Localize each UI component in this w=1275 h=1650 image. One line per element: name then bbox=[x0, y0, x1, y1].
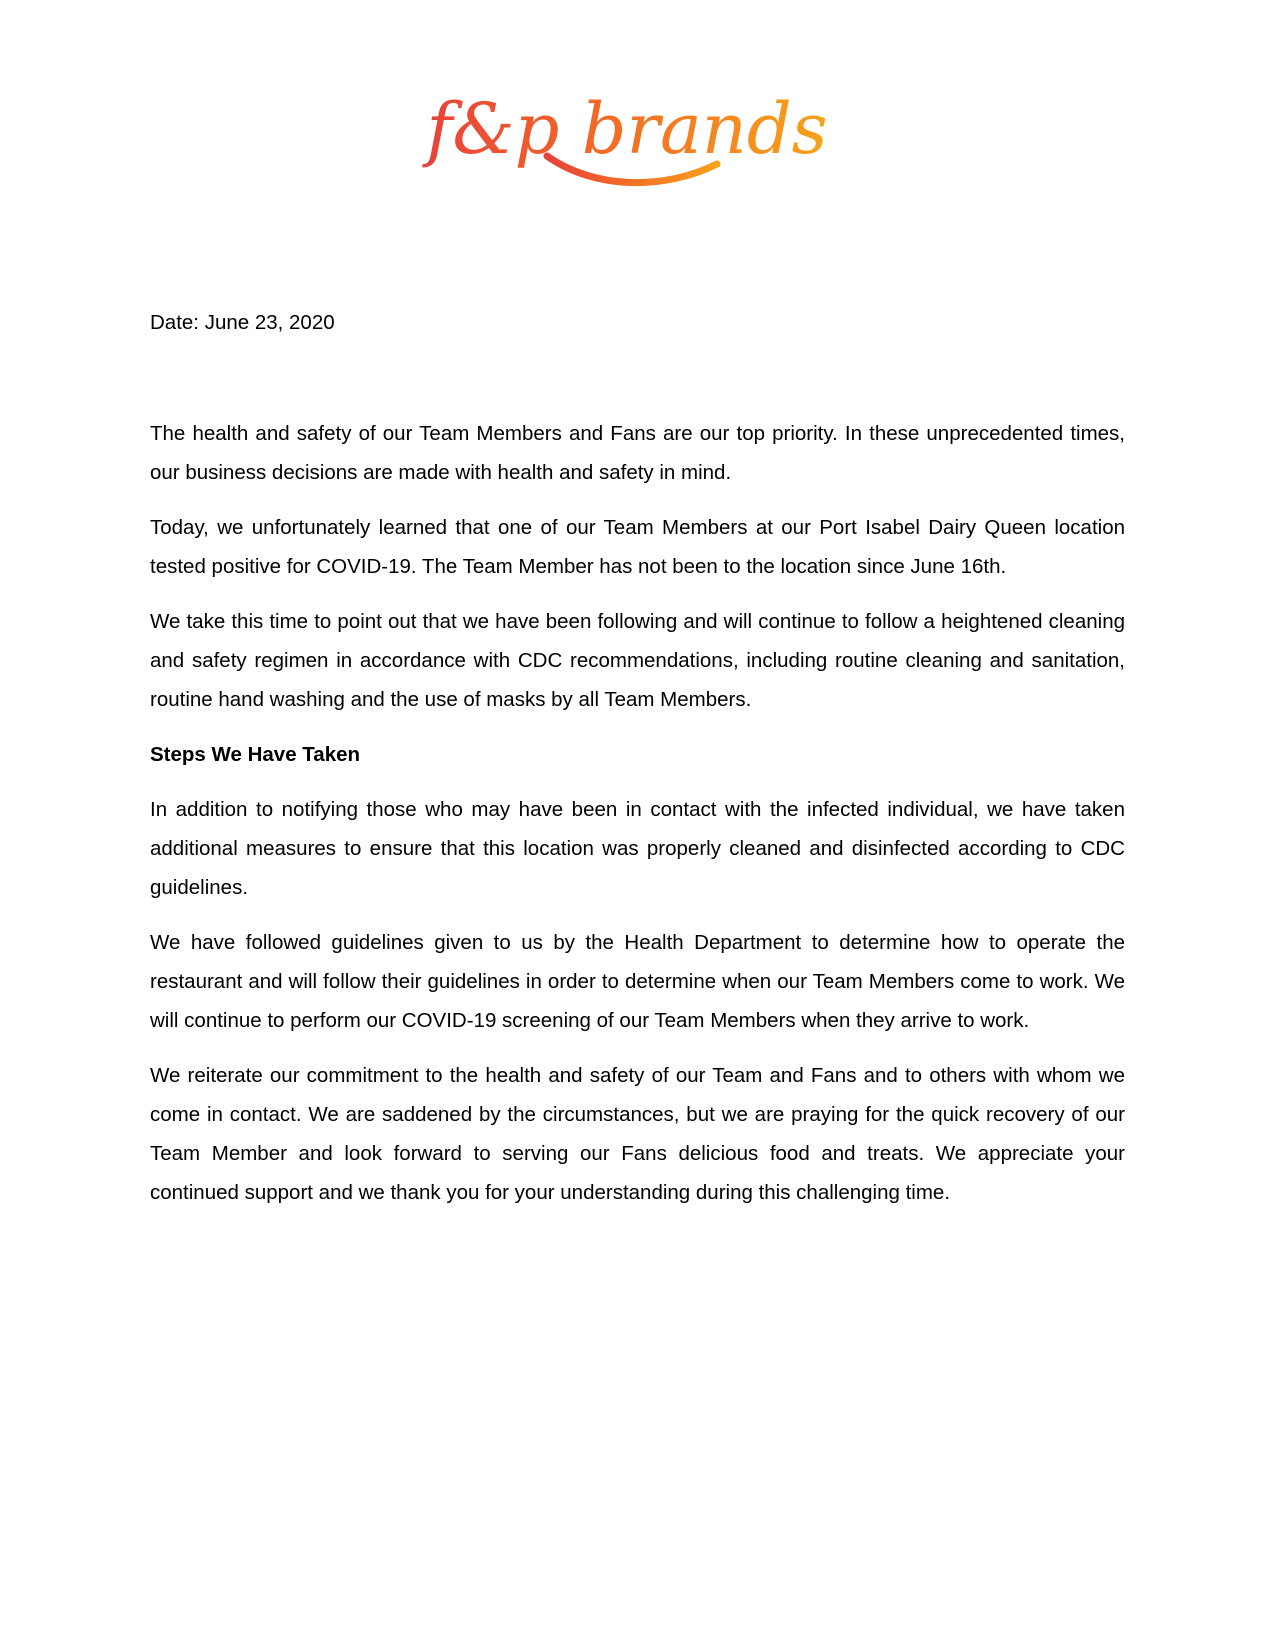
paragraph-health-department: We have followed guidelines given to us by the Health Department to determine how to operate the restaurant and will follow their guidelines in order to determine when our Team Members come to work. We will continue to perform our COVID-19 screening of our Team Members when they arrive to work. bbox=[150, 931, 1125, 1032]
paragraph-cleaning-regimen: We take this time to point out that we have been following and will continue to follow a heightened cleaning and safety regimen in accordance with CDC recommendations, including routine cleaning and sanitation, routine hand washing and the use of masks by all Team Members. bbox=[150, 610, 1125, 711]
paragraph-priority: The health and safety of our Team Members and Fans are our top priority. In these unprecedented times, our business decisions are made with health and safety in mind. bbox=[150, 422, 1125, 484]
paragraph-commitment: We reiterate our commitment to the health and safety of our Team and Fans and to others with whom we come in contact. We are saddened by the circumstances, but we are praying for the quick recovery of our Team Member and look forward to serving our Fans delicious food and treats. We appreciate your continued support and we thank you for your understanding during this challenging time. bbox=[150, 1064, 1125, 1204]
paragraph-notification: In addition to notifying those who may have been in contact with the infected individual, we have taken additional measures to ensure that this location was properly cleaned and disinfected according to CDC guidelines. bbox=[150, 798, 1125, 899]
logo-wordmark: f&p brands bbox=[426, 88, 828, 170]
paragraph-positive-case: Today, we unfortunately learned that one of our Team Members at our Port Isabel Dairy Queen location tested positive for COVID-19. The Team Member has not been to the location since June 16th. bbox=[150, 516, 1125, 578]
brand-logo bbox=[426, 68, 828, 208]
letter-body bbox=[150, 303, 1125, 1228]
section-heading: Steps We Have Taken bbox=[150, 743, 361, 766]
letter-date: Date: June 23, 2020 bbox=[150, 311, 335, 334]
